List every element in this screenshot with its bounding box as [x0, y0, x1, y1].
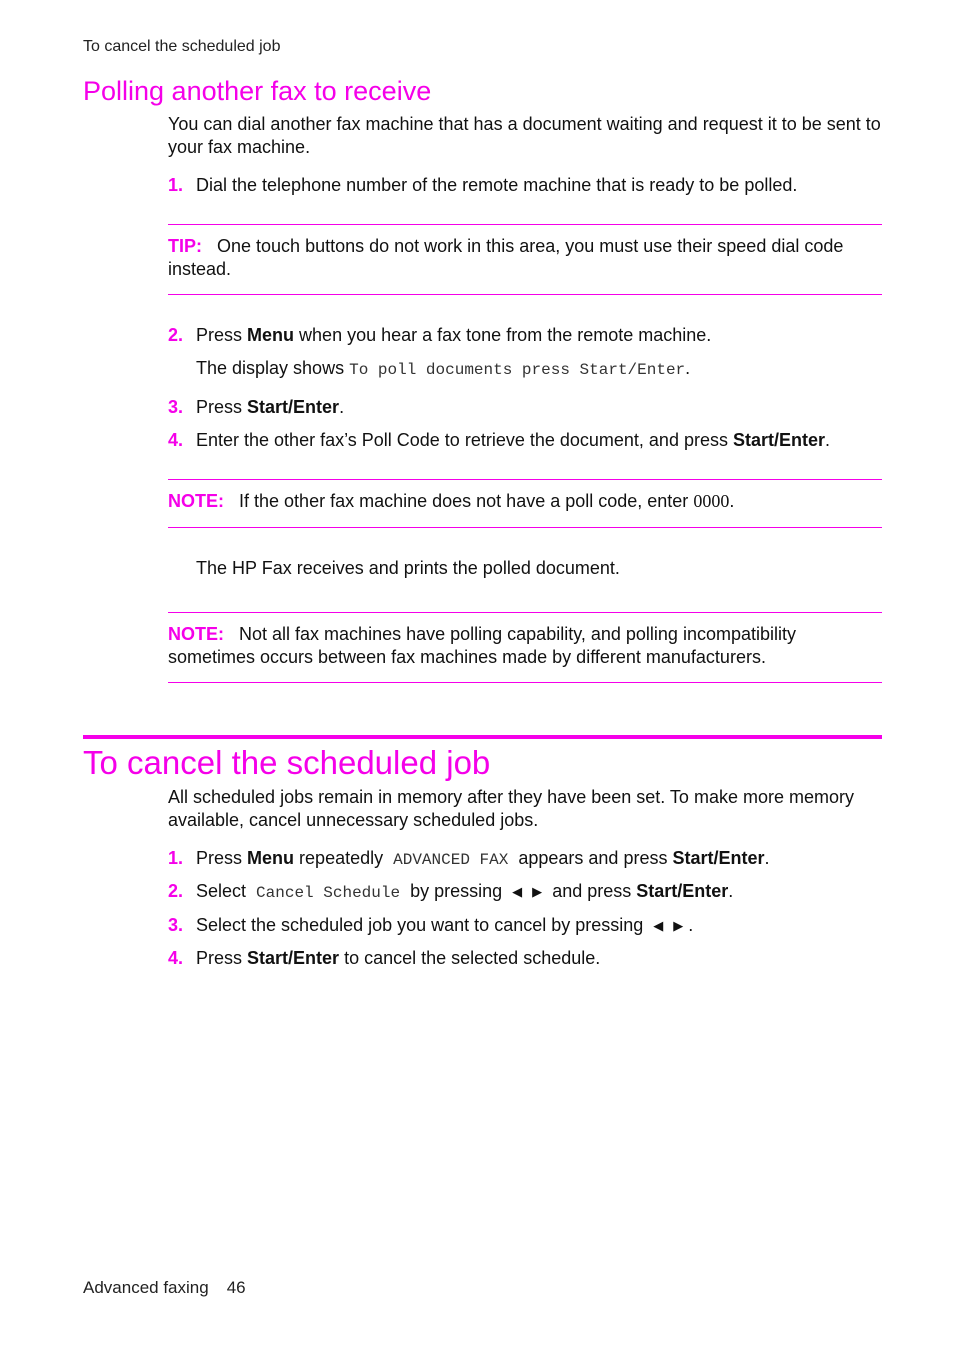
left-arrow-icon: ◀ [653, 918, 664, 933]
section-divider [83, 735, 882, 739]
tip-label: TIP: [168, 236, 202, 256]
start-enter-key-label: Start/Enter [672, 848, 765, 868]
running-head: To cancel the scheduled job [83, 38, 281, 55]
step-number: 3. [168, 915, 184, 935]
menu-key-label: Menu [247, 848, 295, 868]
step-number: 4. [168, 430, 184, 450]
note1-rule-bottom [168, 527, 882, 528]
note1-rule-top [168, 479, 882, 480]
left-arrow-icon: ◀ [512, 884, 523, 899]
right-arrow-icon: ▶ [532, 884, 543, 899]
step-text: Select Cancel Schedule by pressing ◀ ▶ and press Start/Enter. [196, 881, 734, 902]
display-message: The display shows To poll documents press Start/Enter. [196, 358, 691, 379]
menu-key-label: Menu [247, 325, 295, 345]
step-text: Press Menu when you hear a fax tone from the remote machine. [196, 325, 712, 345]
polling-intro: You can dial another fax machine that has a document waiting and request it to be sent to your fax machine. [168, 114, 881, 157]
step-number: 2. [168, 325, 184, 345]
step-number: 1. [168, 175, 184, 195]
tip-rule-bottom [168, 294, 882, 295]
right-arrow-icon: ▶ [673, 918, 684, 933]
step-number: 4. [168, 948, 184, 968]
step-text: Press Start/Enter to cancel the selected schedule. [196, 948, 601, 968]
note-box-2 [168, 623, 828, 668]
step-number: 2. [168, 881, 184, 901]
step-text: Dial the telephone number of the remote machine that is ready to be polled. [196, 175, 798, 195]
display-code: ADVANCED FAX [393, 851, 509, 869]
page-footer [83, 1278, 246, 1298]
step-number: 1. [168, 848, 184, 868]
display-code: To poll documents press Start/Enter [349, 361, 686, 379]
note-label: NOTE: [168, 491, 224, 511]
note-label: NOTE: [168, 624, 224, 644]
cancel-intro: All scheduled jobs remain in memory after they have been set. To make more memory available, cancel unnecessary scheduled jobs. [168, 787, 854, 830]
tip-box [168, 235, 882, 280]
note-box-1: NOTE: If the other fax machine does not have a poll code, enter 0000. [168, 491, 735, 511]
poll-code-value: 0000 [693, 491, 730, 511]
polling-result: The HP Fax receives and prints the polled document. [196, 558, 620, 578]
section-title-cancel: To cancel the scheduled job [83, 744, 491, 781]
start-enter-key-label: Start/Enter [247, 397, 340, 417]
tip-rule-top [168, 224, 882, 225]
start-enter-key-label: Start/Enter [247, 948, 340, 968]
note2-rule-top [168, 612, 882, 613]
footer-chapter: Advanced faxing [83, 1278, 209, 1297]
display-code: Cancel Schedule [256, 884, 401, 902]
note-text: Not all fax machines have polling capability, and polling incompatibility sometimes occurs between fax machines made by different manufacturers. [168, 624, 796, 667]
start-enter-key-label: Start/Enter [636, 881, 729, 901]
step-number: 3. [168, 397, 184, 417]
page-number: 46 [226, 1278, 246, 1297]
tip-text: One touch buttons do not work in this area, you must use their speed dial code instead. [168, 236, 844, 279]
section-title-polling: Polling another fax to receive [83, 76, 432, 106]
note2-rule-bottom [168, 682, 882, 683]
step-text: Enter the other fax’s Poll Code to retrieve the document, and press Start/Enter. [196, 430, 831, 450]
start-enter-key-label: Start/Enter [732, 430, 826, 450]
step-text: Select the scheduled job you want to cancel by pressing ◀ ▶ . [196, 914, 693, 938]
step-text: Press Menu repeatedly ADVANCED FAX appears and press Start/Enter. [196, 848, 770, 869]
step-text: Press Start/Enter. [196, 397, 345, 417]
